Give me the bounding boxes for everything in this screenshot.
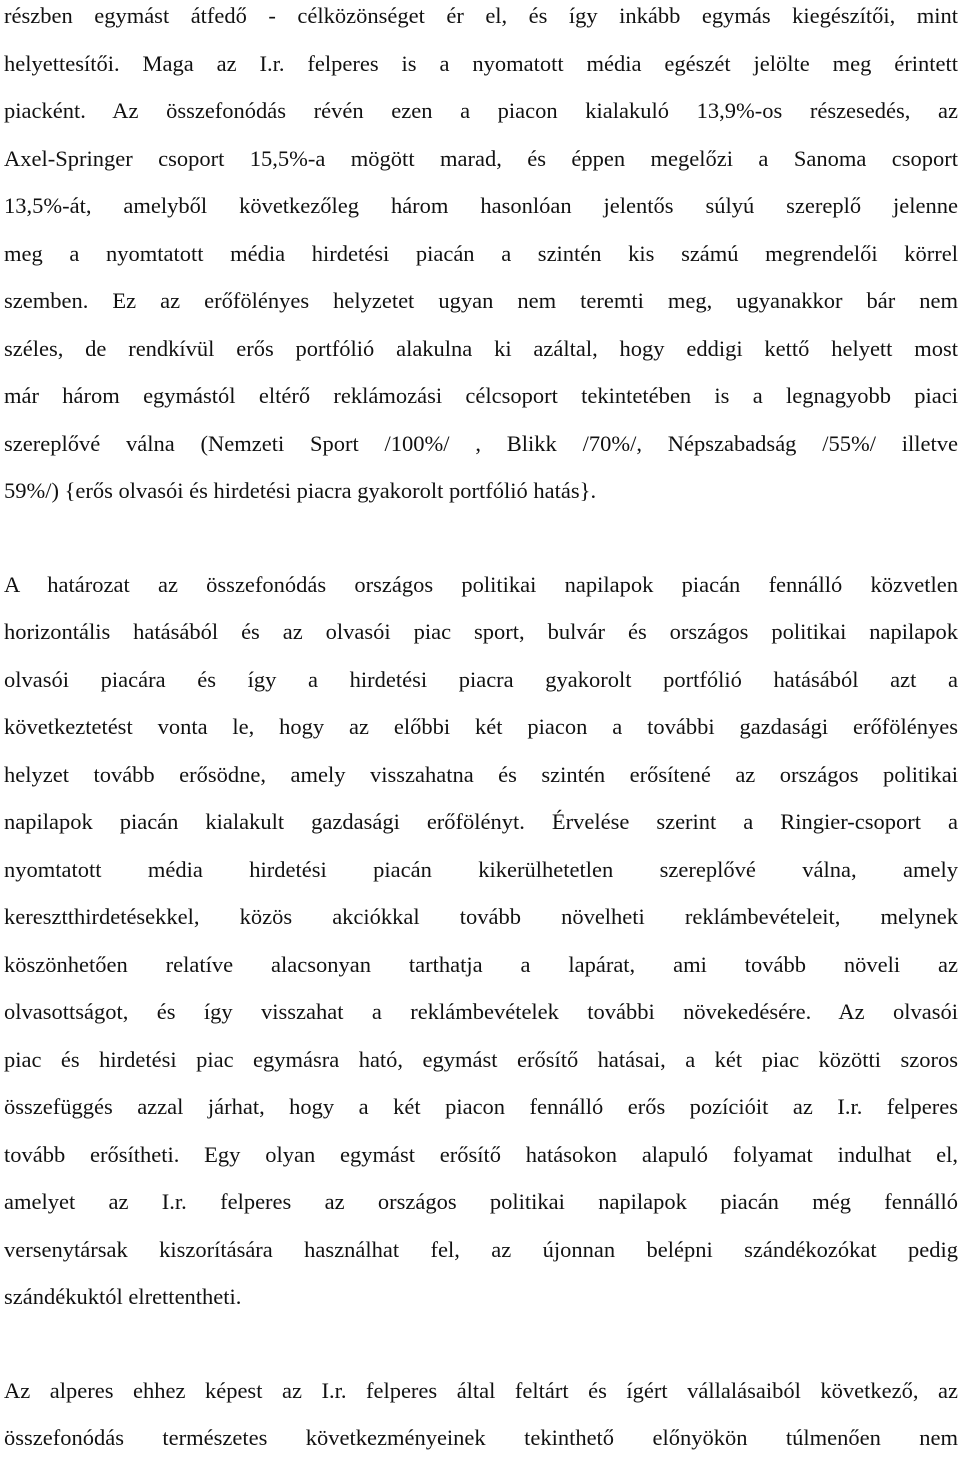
text-line: összefüggés azzal járhat, hogy a két piacon fennálló erős pozícióit az I.r. felperes (4, 1094, 958, 1119)
text-line: már három egymástól eltérő reklámozási célcsoport tekintetében is a legnagyobb piaci (4, 383, 958, 408)
text-line: tovább erősítheti. Egy olyan egymást erősítő hatásokon alapuló folyamat indulhat el, (4, 1141, 958, 1167)
text-line: A határozat az összefonódás országos politikai napilapok piacán fennálló közvetlen (4, 571, 958, 597)
text-line: meg a nyomtatott média hirdetési piacán a szintén kis számú megrendelői körrel (4, 240, 958, 266)
text-line: szándékuktól elrettentheti. (4, 1284, 242, 1309)
paragraph-market-share (4, 0, 958, 515)
text-line: olvasói piacára és így a hirdetési piacra gyakorolt portfólió hatásából azt a (4, 666, 958, 692)
text-line: Az alperes ehhez képest az I.r. felperes által feltárt és ígért vállalásaiból következő, az (4, 1377, 958, 1403)
text-line: szereplővé válna (Nemzeti Sport /100%/ , Blikk /70%/, Népszabadság /55%/ illetve (4, 430, 958, 456)
document-page (4, 0, 958, 1462)
text-line: versenytársak kiszorítására használhat fel, az újonnan belépni szándékozókat pedig (4, 1236, 958, 1262)
text-line: piac és hirdetési piac egymásra ható, egymást erősítő hatásai, a két piac közötti szoros (4, 1046, 958, 1072)
text-line: 59%/) {erős olvasói és hirdetési piacra gyakorolt portfólió hatás}. (4, 478, 597, 503)
paragraph-respondent (4, 1367, 958, 1462)
text-line: szemben. Ez az erőfölényes helyzetet ugyan nem teremti meg, ugyanakkor bár nem (4, 288, 958, 313)
text-line: amelyet az I.r. felperes az országos politikai napilapok piacán még fennálló (4, 1189, 958, 1214)
text-line: helyzet tovább erősödne, amely visszahatna és szintén erősítené az országos politikai (4, 761, 958, 787)
text-line: piacként. Az összefonódás révén ezen a piacon kialakuló 13,9%-os részesedés, az (4, 98, 958, 123)
text-line: széles, de rendkívül erős portfólió alakulna ki azáltal, hogy eddigi kettő helyett most (4, 335, 958, 361)
text-line: nyomtatott média hirdetési piacán kikerülhetetlen szereplővé válna, amely (4, 856, 958, 882)
paragraph-decision-conclusion (4, 561, 958, 1321)
text-line: helyettesítői. Maga az I.r. felperes is a nyomatott média egészét jelölte meg érintett (4, 50, 958, 76)
text-line: keresztthirdetésekkel, közös akciókkal tovább növelheti reklámbevételeit, melynek (4, 904, 958, 929)
text-line: olvasottságot, és így visszahat a reklámbevételek további növekedésére. Az olvasói (4, 999, 958, 1024)
text-line: összefonódás természetes következményeinek tekinthető előnyökön túlmenően nem (4, 1425, 958, 1450)
text-line: következtetést vonta le, hogy az előbbi két piacon a további gazdasági erőfölényes (4, 714, 958, 739)
text-line: horizontális hatásából és az olvasói piac sport, bulvár és országos politikai napilapok (4, 619, 958, 644)
text-line: 13,5%-át, amelyből következőleg három hasonlóan jelentős súlyú szereplő jelenne (4, 193, 958, 218)
text-line: napilapok piacán kialakult gazdasági erőfölényt. Érvelése szerint a Ringier-csoport a (4, 809, 958, 834)
text-line: köszönhetően relatíve alacsonyan tarthatja a lapárat, ami tovább növeli az (4, 951, 958, 977)
text-line: részben egymást átfedő - célközönséget ér el, és így inkább egymás kiegészítői, mint (4, 3, 958, 28)
text-line: Axel-Springer csoport 15,5%-a mögött marad, és éppen megelőzi a Sanoma csoport (4, 145, 958, 171)
